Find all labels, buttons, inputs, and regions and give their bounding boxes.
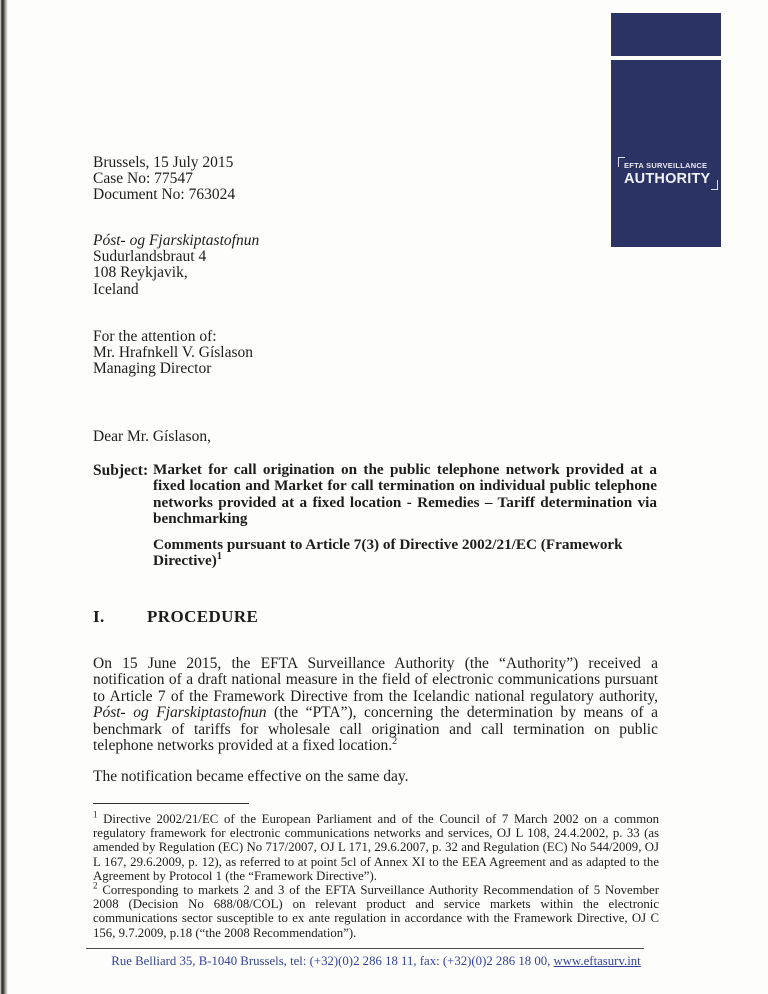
efta-logo [611, 13, 721, 247]
org-name-italic: Póst- og Fjarskiptastofnun [93, 704, 267, 722]
bracket-bottom-right-icon [711, 180, 718, 190]
logo-main-block [611, 60, 721, 247]
footnote-2-marker: 2 [93, 880, 98, 891]
footnote-ref-1: 1 [216, 550, 222, 562]
section-number: I. [93, 607, 105, 626]
place-date-line: Brussels, 15 July 2015 [93, 154, 234, 171]
scan-edge-artifact [0, 0, 8, 994]
subject-label: Subject: [93, 462, 149, 479]
document-number-line: Document No: 763024 [93, 186, 236, 204]
footnote-separator [93, 803, 249, 804]
logo-text-authority: AUTHORITY [624, 171, 711, 187]
footer-website-link[interactable]: www.eftasurv.int [553, 954, 641, 968]
recipient-street: Sudurlandsbraut 4 [93, 248, 207, 266]
subject-comments-text: Comments pursuant to Article 7(3) of Directive 2002/21/EC (Framework Directive) [153, 535, 623, 570]
logo-top-bar [611, 13, 721, 56]
body-paragraph-1 [93, 656, 658, 754]
footer-address-line [93, 954, 659, 969]
footnote-1-text: Directive 2002/21/EC of the European Parliament and of the Council of 7 March 2002 on a common regulatory framework for electronic communications networks and services, OJ L 108, 24.4.2002, p. 33 (as amended by Regulation (EC) No 717/2007, OJ L 171, 29.6.2007, p. 32 and Regulation (EC) No 544/2009, OJ L 167, 29.6.2009, p. 12), as referred to at point 5cl of Annex XI to the EEA Agreement and as adapted to the Agreement by Protocol 1 (the “Framework Directive”). [93, 812, 659, 883]
footer-contact-text: Rue Belliard 35, B-1040 Brussels, tel: (+32)(0)2 286 18 11, fax: (+32)(0)2 286 18 00, [111, 954, 554, 968]
attention-name: Mr. Hrafnkell V. Gíslason [93, 344, 254, 362]
recipient-country: Iceland [93, 280, 139, 298]
attention-role: Managing Director [93, 360, 212, 378]
logo-text-efta-surveillance: EFTA SURVEILLANCE [624, 161, 708, 170]
recipient-address-block [93, 233, 259, 298]
attention-block [93, 329, 253, 378]
case-number-line: Case No: 77547 [93, 170, 193, 188]
footnote-2-text: Corresponding to markets 2 and 3 of the EFTA Surveillance Authority Recommendation of 5 November 2008 (Decision No 688/08/COL) on relevant product and service markets within the electronic communications sector susceptible to ex ante regulation in accordance with the Framework Directive, OJ C 156, 9.7.2009, p.18 (“the 2008 Recommendation”). [93, 883, 659, 940]
logo-wordmark [624, 161, 710, 187]
section-title: PROCEDURE [147, 607, 259, 626]
section-heading [93, 607, 258, 627]
subject-block [93, 462, 658, 569]
salutation: Dear Mr. Gíslason, [93, 428, 211, 445]
subject-text: Market for call origination on the public telephone network provided at a fixed location and Market for call termination on individual public telephone networks provided at a fixed location - Remedies – Tariff determination via benchmarking [153, 461, 657, 528]
footnotes-block [93, 809, 659, 940]
footnote-1 [93, 809, 659, 883]
footnote-2 [93, 880, 659, 940]
subject-comments [153, 537, 657, 570]
para1-text-before: On 15 June 2015, the EFTA Surveillance Authority (the “Authority”) received a notification of a draft national measure in the field of electronic communications pursuant to Article 7 of the Framework Directive from the Icelandic national regulatory authority, [93, 655, 658, 705]
para1-text-after: (the “PTA”), concerning the determination by means of a benchmark of tariffs for wholesale call origination and call termination on public telephone networks provided at a fixed location. [93, 704, 658, 755]
recipient-name: Póst- og Fjarskiptastofnun [93, 232, 260, 249]
body-paragraph-2: The notification became effective on the same day. [93, 768, 409, 785]
footnote-1-marker: 1 [93, 809, 98, 820]
footnote-ref-2: 2 [392, 735, 398, 747]
attention-heading: For the attention of: [93, 328, 217, 345]
recipient-city: 108 Reykjavik, [93, 264, 188, 282]
bracket-top-left-icon [618, 157, 625, 167]
header-block [93, 155, 235, 204]
footer-separator [86, 948, 644, 949]
